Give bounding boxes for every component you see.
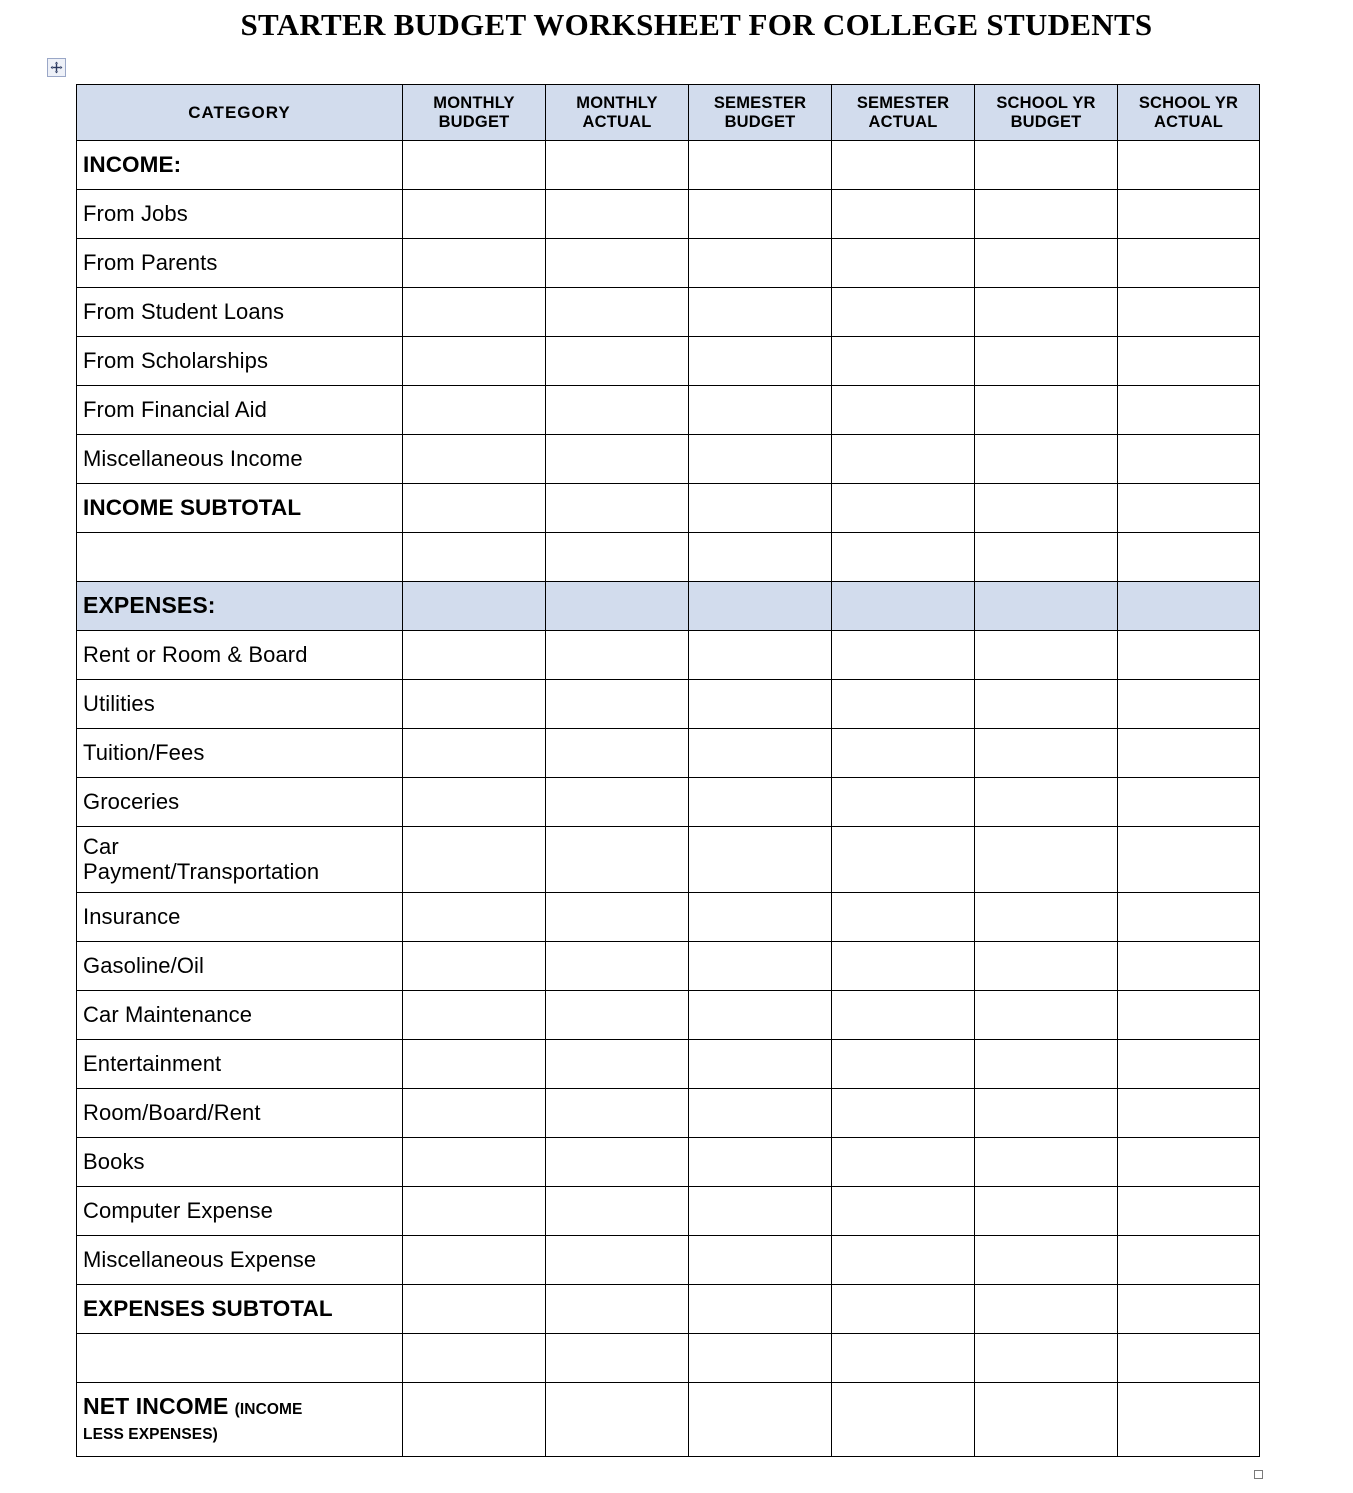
row-label: Books — [83, 1148, 145, 1174]
value-cell[interactable] — [975, 1236, 1118, 1285]
value-cell[interactable] — [403, 533, 546, 582]
value-cell[interactable] — [975, 631, 1118, 680]
row-label: From Jobs — [83, 200, 188, 226]
value-cell[interactable] — [832, 435, 975, 484]
value-cell[interactable] — [1118, 1285, 1260, 1334]
value-cell[interactable] — [546, 484, 689, 533]
value-cell[interactable] — [975, 141, 1118, 190]
value-cell[interactable] — [975, 893, 1118, 942]
row-label-cell — [77, 1334, 403, 1383]
column-header-line2: ACTUAL — [1153, 112, 1224, 131]
value-cell[interactable] — [689, 729, 832, 778]
table-row — [77, 631, 1260, 680]
value-cell[interactable] — [832, 1187, 975, 1236]
value-cell[interactable] — [403, 729, 546, 778]
row-label-line1: NET INCOME — [83, 1393, 229, 1420]
value-cell[interactable] — [975, 533, 1118, 582]
column-header-line2: BUDGET — [724, 112, 796, 131]
row-label-cell — [77, 942, 403, 991]
column-header-school-yr-budget — [975, 85, 1118, 141]
value-cell[interactable] — [546, 778, 689, 827]
row-label-cell — [77, 533, 403, 582]
value-cell[interactable] — [546, 239, 689, 288]
value-cell[interactable] — [832, 942, 975, 991]
row-label-cell — [77, 1285, 403, 1334]
value-cell[interactable] — [832, 1138, 975, 1187]
value-cell[interactable] — [1118, 1138, 1260, 1187]
row-label: INCOME SUBTOTAL — [83, 495, 302, 521]
table-header — [77, 85, 1260, 141]
value-cell[interactable] — [832, 190, 975, 239]
value-cell[interactable] — [832, 991, 975, 1040]
value-cell[interactable] — [975, 1138, 1118, 1187]
value-cell[interactable] — [403, 288, 546, 337]
column-header-line1: SEMESTER — [856, 93, 950, 112]
value-cell[interactable] — [832, 239, 975, 288]
column-header-line1: MONTHLY — [433, 93, 515, 112]
value-cell[interactable] — [832, 1089, 975, 1138]
value-cell[interactable] — [689, 631, 832, 680]
table-row — [77, 942, 1260, 991]
value-cell[interactable] — [689, 1089, 832, 1138]
value-cell[interactable] — [689, 1334, 832, 1383]
value-cell[interactable] — [689, 1187, 832, 1236]
value-cell[interactable] — [1118, 729, 1260, 778]
value-cell[interactable] — [689, 533, 832, 582]
value-cell[interactable] — [1118, 1236, 1260, 1285]
row-label-cell — [77, 991, 403, 1040]
row-label: EXPENSES SUBTOTAL — [83, 1296, 333, 1322]
row-label: Utilities — [83, 690, 155, 716]
column-header-line2: ACTUAL — [868, 112, 938, 131]
row-label: Entertainment — [83, 1050, 222, 1076]
row-label-cell — [77, 1187, 403, 1236]
value-cell[interactable] — [1118, 778, 1260, 827]
table-row — [77, 893, 1260, 942]
value-cell[interactable] — [975, 1040, 1118, 1089]
value-cell[interactable] — [546, 942, 689, 991]
table-row — [77, 435, 1260, 484]
column-header-monthly-budget — [403, 85, 546, 141]
budget-table — [76, 84, 1260, 1457]
row-label: Miscellaneous Expense — [83, 1246, 317, 1272]
value-cell[interactable] — [832, 680, 975, 729]
row-label-cell — [77, 893, 403, 942]
value-cell[interactable] — [403, 893, 546, 942]
value-cell[interactable] — [1118, 337, 1260, 386]
value-cell[interactable] — [403, 484, 546, 533]
row-label-cell — [77, 386, 403, 435]
row-label-cell — [77, 435, 403, 484]
table-row — [77, 288, 1260, 337]
value-cell[interactable] — [546, 1089, 689, 1138]
value-cell[interactable] — [403, 239, 546, 288]
row-label: EXPENSES: — [83, 592, 216, 619]
value-cell[interactable] — [832, 337, 975, 386]
row-label-cell — [77, 1138, 403, 1187]
row-label: Car Maintenance — [83, 1001, 253, 1027]
value-cell[interactable] — [689, 942, 832, 991]
value-cell[interactable] — [546, 190, 689, 239]
column-header-line1: SCHOOL YR — [1138, 93, 1239, 112]
value-cell[interactable] — [975, 1187, 1118, 1236]
row-label: Gasoline/Oil — [83, 952, 205, 978]
value-cell[interactable] — [689, 1236, 832, 1285]
row-label-cell — [77, 1236, 403, 1285]
table-row — [77, 1187, 1260, 1236]
row-label-cell — [77, 484, 403, 533]
value-cell[interactable] — [403, 1138, 546, 1187]
value-cell[interactable] — [403, 386, 546, 435]
column-header-category: CATEGORY — [77, 85, 403, 141]
column-header-semester-budget — [689, 85, 832, 141]
row-label-cell — [77, 582, 403, 631]
row-label-cell — [77, 680, 403, 729]
value-cell[interactable] — [689, 778, 832, 827]
column-header-school-yr-actual — [1118, 85, 1260, 141]
value-cell[interactable] — [832, 484, 975, 533]
value-cell[interactable] — [546, 827, 689, 893]
value-cell[interactable] — [546, 680, 689, 729]
row-label: From Scholarships — [83, 347, 269, 373]
row-label-cell — [77, 337, 403, 386]
value-cell[interactable] — [1118, 680, 1260, 729]
value-cell[interactable] — [975, 827, 1118, 893]
table-row — [77, 239, 1260, 288]
value-cell[interactable] — [689, 680, 832, 729]
value-cell[interactable] — [832, 288, 975, 337]
table-row — [77, 386, 1260, 435]
value-cell[interactable] — [975, 337, 1118, 386]
value-cell[interactable] — [403, 1236, 546, 1285]
value-cell[interactable] — [975, 729, 1118, 778]
value-cell[interactable] — [546, 1187, 689, 1236]
row-label: Insurance — [83, 903, 181, 929]
table-row — [77, 484, 1260, 533]
value-cell[interactable] — [832, 1285, 975, 1334]
row-label-line2: (INCOME — [234, 1401, 303, 1419]
value-cell[interactable] — [1118, 190, 1260, 239]
value-cell[interactable] — [689, 893, 832, 942]
row-label-cell — [77, 141, 403, 190]
move-handle-icon[interactable] — [47, 58, 66, 77]
row-label: From Financial Aid — [83, 396, 267, 422]
table-row — [77, 729, 1260, 778]
value-cell[interactable] — [546, 1138, 689, 1187]
value-cell[interactable] — [403, 582, 546, 631]
row-label: Rent or Room & Board — [83, 641, 308, 667]
row-label: Room/Board/Rent — [83, 1099, 261, 1125]
value-cell[interactable] — [1118, 141, 1260, 190]
value-cell[interactable] — [975, 1334, 1118, 1383]
value-cell[interactable] — [546, 582, 689, 631]
table-row — [77, 1236, 1260, 1285]
value-cell[interactable] — [403, 631, 546, 680]
value-cell[interactable] — [975, 778, 1118, 827]
row-label: INCOME: — [83, 152, 182, 178]
column-header-line2: BUDGET — [438, 112, 510, 131]
value-cell[interactable] — [975, 190, 1118, 239]
value-cell[interactable] — [689, 1383, 832, 1457]
value-cell[interactable] — [403, 778, 546, 827]
value-cell[interactable] — [975, 239, 1118, 288]
value-cell[interactable] — [832, 582, 975, 631]
value-cell[interactable] — [403, 190, 546, 239]
value-cell[interactable] — [403, 991, 546, 1040]
value-cell[interactable] — [832, 893, 975, 942]
row-label-cell — [77, 288, 403, 337]
value-cell[interactable] — [546, 991, 689, 1040]
value-cell[interactable] — [689, 991, 832, 1040]
table-row — [77, 1285, 1260, 1334]
table-header-row — [77, 85, 1260, 141]
value-cell[interactable] — [1118, 288, 1260, 337]
value-cell[interactable] — [546, 141, 689, 190]
value-cell[interactable] — [975, 484, 1118, 533]
value-cell[interactable] — [975, 991, 1118, 1040]
value-cell[interactable] — [1118, 631, 1260, 680]
row-label: From Parents — [83, 249, 218, 275]
value-cell[interactable] — [689, 386, 832, 435]
table-row — [77, 1089, 1260, 1138]
resize-corner-marker[interactable] — [1254, 1470, 1263, 1479]
value-cell[interactable] — [832, 827, 975, 893]
value-cell[interactable] — [1118, 991, 1260, 1040]
value-cell[interactable] — [689, 1138, 832, 1187]
value-cell[interactable] — [832, 631, 975, 680]
value-cell[interactable] — [546, 288, 689, 337]
value-cell[interactable] — [546, 1236, 689, 1285]
table-row — [77, 991, 1260, 1040]
value-cell[interactable] — [832, 729, 975, 778]
column-header-semester-actual — [832, 85, 975, 141]
row-label-cell — [77, 190, 403, 239]
value-cell[interactable] — [403, 942, 546, 991]
value-cell[interactable] — [975, 288, 1118, 337]
budget-table-container — [76, 84, 1256, 1457]
value-cell[interactable] — [403, 337, 546, 386]
table-row — [77, 1138, 1260, 1187]
value-cell[interactable] — [975, 582, 1118, 631]
value-cell[interactable] — [403, 680, 546, 729]
column-header-line2: ACTUAL — [582, 112, 652, 131]
table-body — [77, 141, 1260, 1457]
table-row — [77, 778, 1260, 827]
value-cell[interactable] — [546, 1285, 689, 1334]
row-label-cell — [77, 827, 403, 893]
value-cell[interactable] — [832, 533, 975, 582]
value-cell[interactable] — [832, 778, 975, 827]
page-title: STARTER BUDGET WORKSHEET FOR COLLEGE STUDENTS — [240, 7, 1153, 42]
value-cell[interactable] — [689, 1285, 832, 1334]
value-cell[interactable] — [1118, 1187, 1260, 1236]
row-label-cell — [77, 729, 403, 778]
table-row — [77, 582, 1260, 631]
value-cell[interactable] — [403, 1089, 546, 1138]
value-cell[interactable] — [832, 386, 975, 435]
value-cell[interactable] — [1118, 893, 1260, 942]
value-cell[interactable] — [832, 1334, 975, 1383]
value-cell[interactable] — [403, 827, 546, 893]
table-row — [77, 1334, 1260, 1383]
value-cell[interactable] — [832, 1383, 975, 1457]
value-cell[interactable] — [832, 141, 975, 190]
column-header-line2: BUDGET — [1010, 112, 1082, 131]
value-cell[interactable] — [403, 1040, 546, 1089]
row-label: Tuition/Fees — [83, 739, 205, 765]
row-label: From Student Loans — [83, 298, 285, 324]
value-cell[interactable] — [1118, 582, 1260, 631]
value-cell[interactable] — [689, 288, 832, 337]
value-cell[interactable] — [1118, 942, 1260, 991]
value-cell[interactable] — [1118, 435, 1260, 484]
value-cell[interactable] — [975, 435, 1118, 484]
value-cell[interactable] — [546, 1040, 689, 1089]
value-cell[interactable] — [1118, 533, 1260, 582]
column-header-monthly-actual — [546, 85, 689, 141]
value-cell[interactable] — [689, 484, 832, 533]
row-label-line3: LESS EXPENSES) — [83, 1426, 218, 1444]
value-cell[interactable] — [689, 239, 832, 288]
column-header-line1: SEMESTER — [713, 93, 807, 112]
value-cell[interactable] — [832, 1236, 975, 1285]
value-cell[interactable] — [1118, 239, 1260, 288]
row-label-line1: Car — [83, 833, 119, 859]
value-cell[interactable] — [403, 1383, 546, 1457]
value-cell[interactable] — [975, 386, 1118, 435]
value-cell[interactable] — [546, 386, 689, 435]
row-label: Miscellaneous Income — [83, 445, 303, 471]
table-row — [77, 190, 1260, 239]
value-cell[interactable] — [689, 827, 832, 893]
table-row — [77, 141, 1260, 190]
value-cell[interactable] — [546, 337, 689, 386]
value-cell[interactable] — [975, 1089, 1118, 1138]
row-label-cell — [77, 239, 403, 288]
value-cell[interactable] — [1118, 484, 1260, 533]
value-cell[interactable] — [546, 533, 689, 582]
table-row — [77, 1383, 1260, 1457]
value-cell[interactable] — [975, 680, 1118, 729]
value-cell[interactable] — [975, 1285, 1118, 1334]
value-cell[interactable] — [403, 1334, 546, 1383]
table-row — [77, 337, 1260, 386]
row-label-cell — [77, 631, 403, 680]
row-label: Computer Expense — [83, 1197, 273, 1223]
value-cell[interactable] — [403, 1285, 546, 1334]
value-cell[interactable] — [689, 1040, 832, 1089]
value-cell[interactable] — [403, 141, 546, 190]
value-cell[interactable] — [546, 1334, 689, 1383]
row-label-cell — [77, 1040, 403, 1089]
column-header-line1: MONTHLY — [576, 93, 658, 112]
row-label-cell — [77, 778, 403, 827]
table-row — [77, 533, 1260, 582]
value-cell[interactable] — [975, 942, 1118, 991]
value-cell[interactable] — [975, 1383, 1118, 1457]
value-cell[interactable] — [1118, 1040, 1260, 1089]
value-cell[interactable] — [689, 141, 832, 190]
value-cell[interactable] — [832, 1040, 975, 1089]
value-cell[interactable] — [1118, 386, 1260, 435]
value-cell[interactable] — [546, 729, 689, 778]
value-cell[interactable] — [546, 893, 689, 942]
value-cell[interactable] — [689, 190, 832, 239]
value-cell[interactable] — [403, 1187, 546, 1236]
value-cell[interactable] — [1118, 1383, 1260, 1457]
value-cell[interactable] — [1118, 827, 1260, 893]
value-cell[interactable] — [1118, 1334, 1260, 1383]
value-cell[interactable] — [546, 631, 689, 680]
value-cell[interactable] — [546, 435, 689, 484]
row-label: Groceries — [83, 788, 180, 814]
row-label-line2: Payment/Transportation — [83, 858, 320, 884]
value-cell[interactable] — [546, 1383, 689, 1457]
table-row — [77, 680, 1260, 729]
value-cell[interactable] — [689, 582, 832, 631]
value-cell[interactable] — [1118, 1089, 1260, 1138]
value-cell[interactable] — [689, 435, 832, 484]
table-row — [77, 827, 1260, 893]
value-cell[interactable] — [403, 435, 546, 484]
column-header-line1: SCHOOL YR — [996, 93, 1096, 112]
value-cell[interactable] — [689, 337, 832, 386]
row-label-cell — [77, 1089, 403, 1138]
table-row — [77, 1040, 1260, 1089]
row-label-cell — [77, 1383, 403, 1457]
